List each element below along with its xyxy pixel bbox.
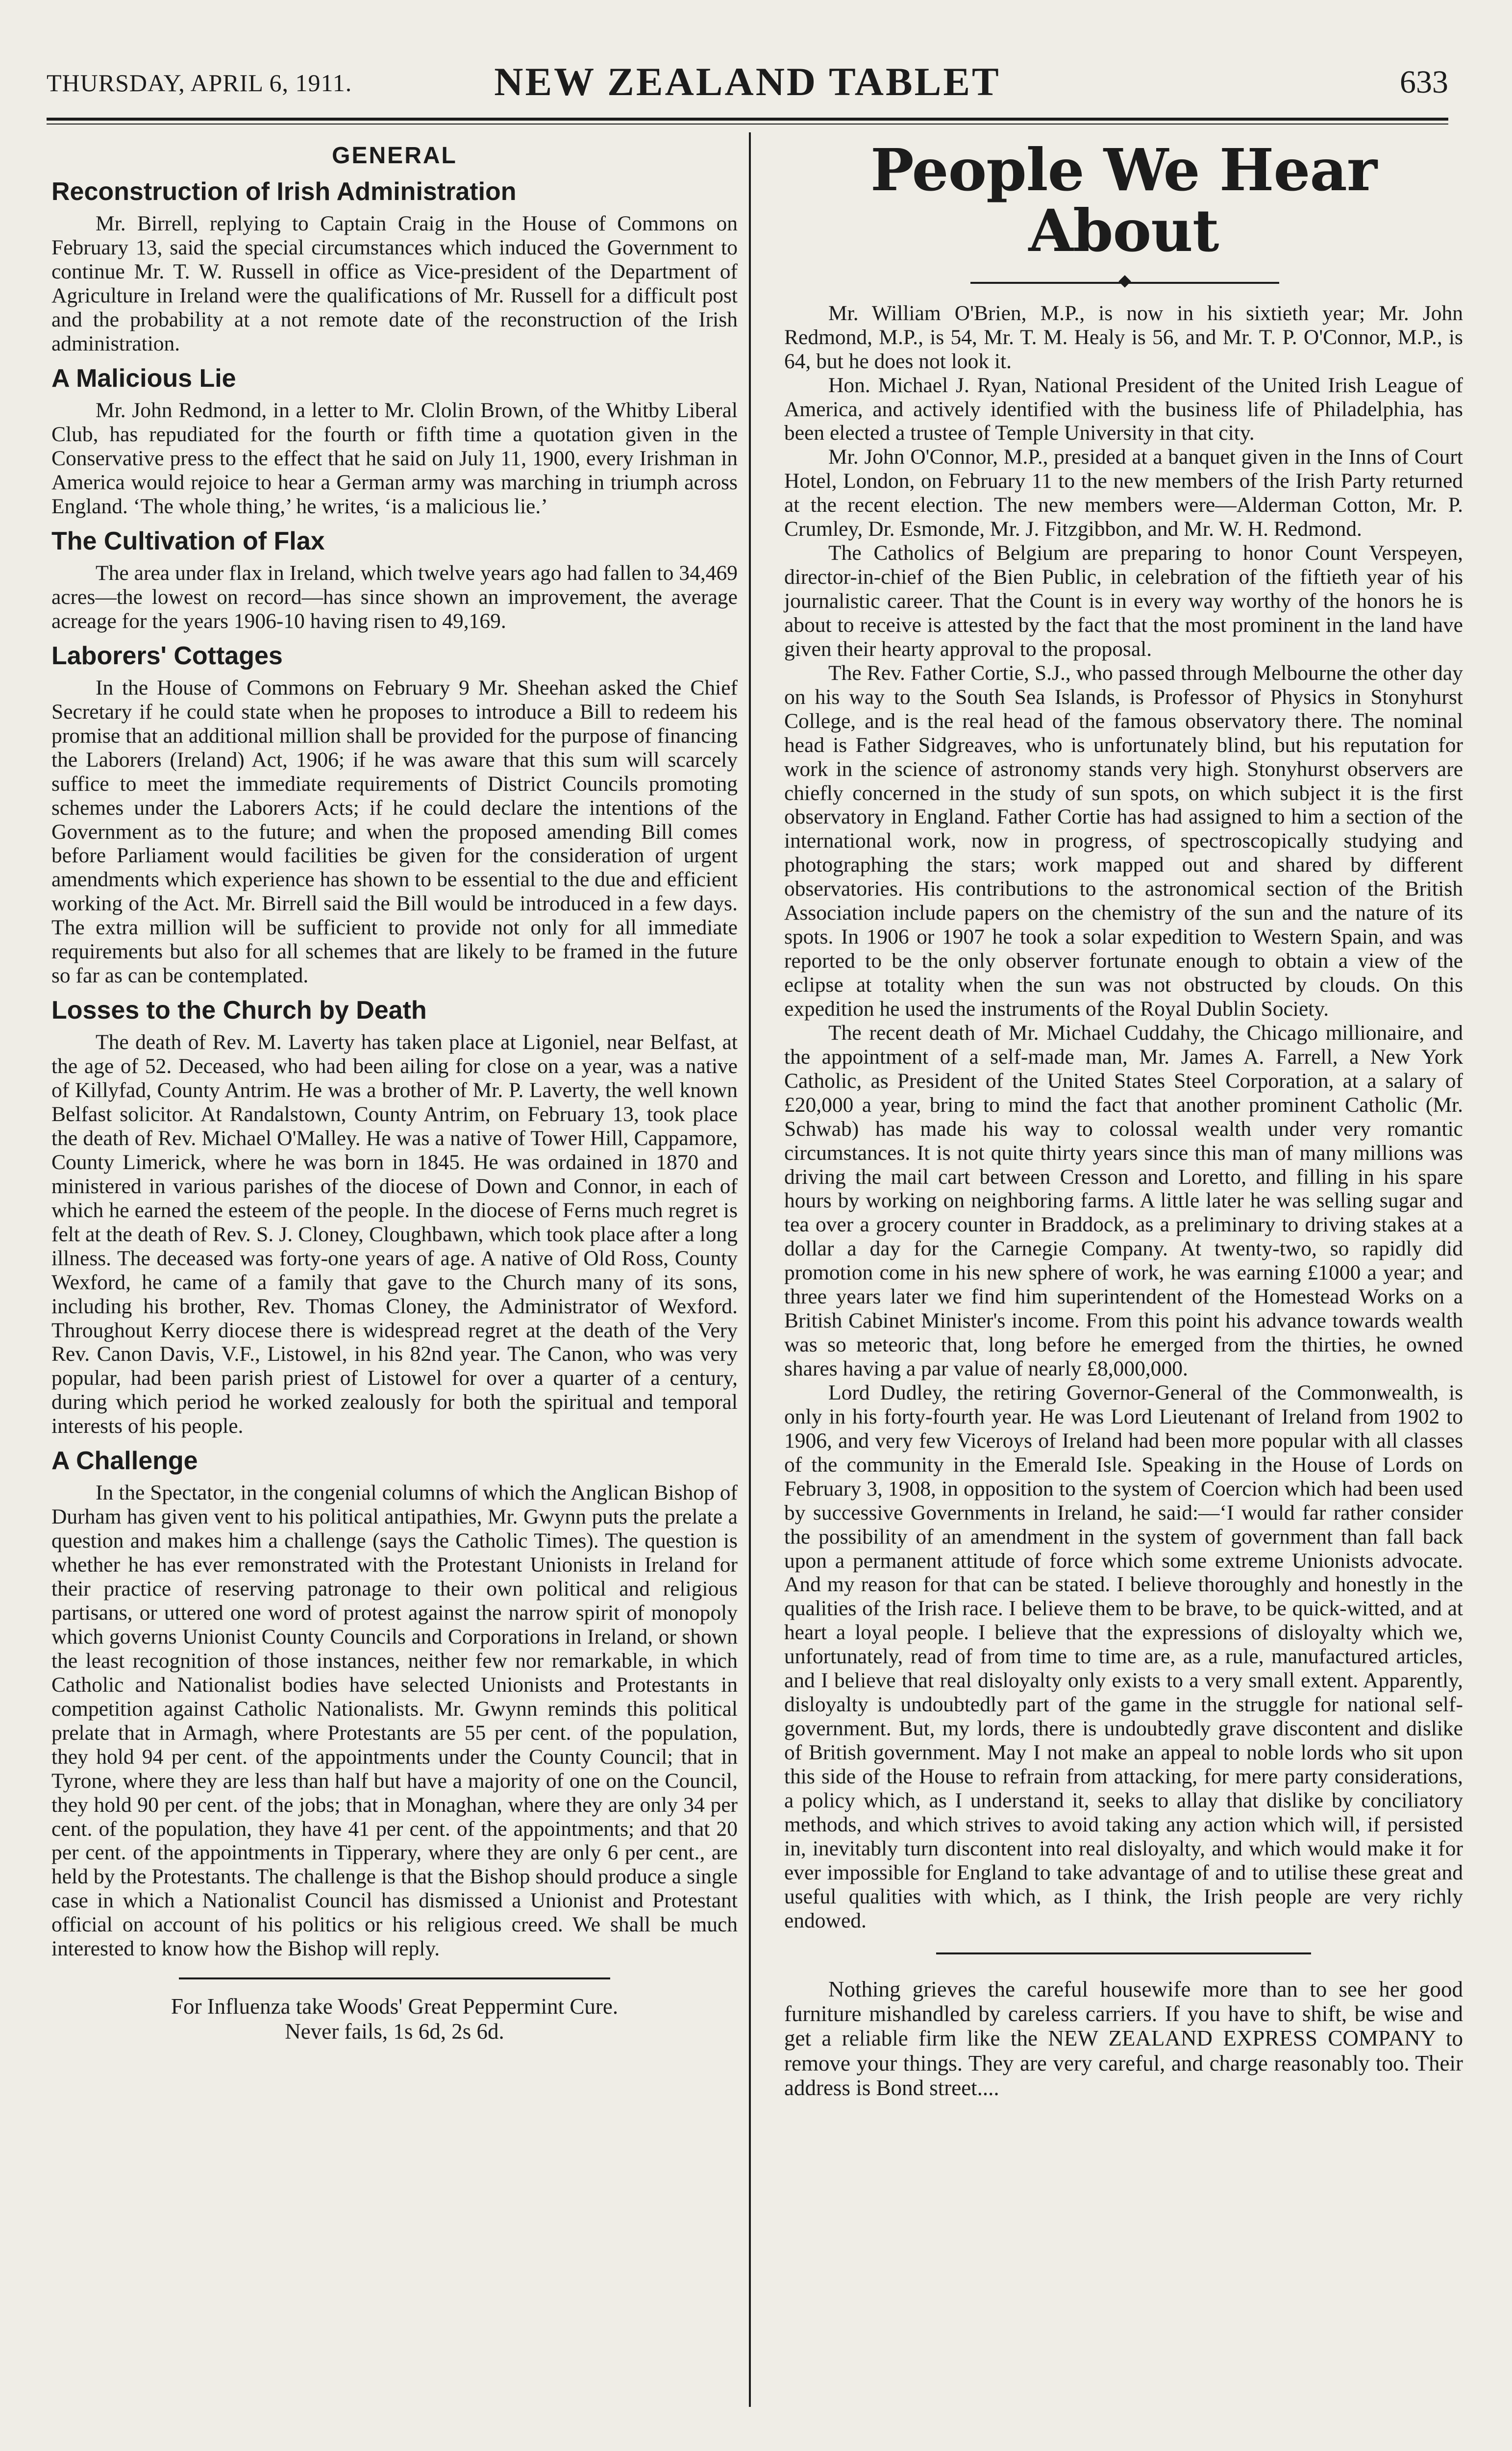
masthead-title: NEW ZEALAND TABLET [494,59,1001,104]
article-heading: Reconstruction of Irish Administration [51,177,517,206]
article-paragraph: The area under flax in Ireland, which twelve years ago had fallen to 34,469 acres—the lowest on record—has since shown an improvement, the average acreage for the years 1906-10 having risen to 49,169. [51,561,738,633]
advert-line: Never fails, 1s 6d, 2s 6d. [285,2019,504,2044]
right-column [784,136,1463,2101]
left-column [51,140,738,2044]
feature-paragraph: Mr. William O'Brien, M.P., is now in his sixtieth year; Mr. John Redmond, M.P., is 54, Mr. T. M. Healy is 56, and Mr. T. P. O'Connor, M.P., is 64, but he does not look it. [784,301,1463,373]
section-divider [179,1977,610,1979]
section-label: GENERAL [332,143,457,169]
article-paragraph: In the Spectator, in the congenial columns of which the Anglican Bishop of Durham has given vent to his political antipathies, Mr. Gwynn puts the prelate a question and makes him a challenge (says the Catholic Times). The question is whether he has ever remonstrated with the Protestant Unionists in Ireland for their practice of reserving patronage to their own political and religious partisans, or uttered one word of protest against the narrow spirit of monopoly which governs Unionist County Councils and Corporations in Ireland, or shown the least recognition of those instances, neither few nor remarkable, in which Catholic and Nationalist bodies have selected Unionists and Protestants in competition against Catholic Nationalists. Mr. Gwynn reminds this political prelate that in Armagh, where Protestants are 55 per cent. of the population, they hold 94 per cent. of the appointments under the County Council; that in Tyrone, where they are less than half but have a majority of one on the Council, they hold 90 per cent. of the jobs; that in Monaghan, where they are only 34 per cent. of the population, they have 41 per cent. of the appointments; and that 20 per cent. of the appointments in Tipperary, where they are only 6 per cent., are held by the Protestants. The challenge is that the Bishop should produce a single case in which a Nationalist Council has dismissed a Unionist and Protestant official on account of his politics or his religious creed. We shall be much interested to know how the Bishop will reply. [51,1481,738,1961]
header-rule [47,118,1448,121]
column-divider [749,132,751,2407]
diamond-icon [1118,275,1131,287]
advert-express-company: Nothing grieves the careful housewife more than to see her good furniture mishandled by careless carriers. If you have to shift, be wise and get a reliable firm like the NEW ZEALAND EXPRESS COMPANY to remove your things. They are very careful, and charge reasonably too. Their address is Bond street.... [784,1976,1463,2101]
feature-title: People We Hear About [870,136,1377,265]
article-paragraph: The death of Rev. M. Laverty has taken place at Ligoniel, near Belfast, at the age of 52. Deceased, who had been ailing for close on a year, was a native of Killyfad, County Antrim. He was a brother of Mr. P. Laverty, the well known Belfast solicitor. At Randalstown, County Antrim, on February 13, took place the death of Rev. Michael O'Malley. He was a native of Tower Hill, Cappamore, County Limerick, where he was born in 1845. He was ordained in 1870 and ministered in various parishes of the diocese of Down and Connor, in each of which he earned the esteem of the people. In the diocese of Ferns much regret is felt at the death of Rev. S. J. Cloney, Cloughbawn, which took place after a long illness. The deceased was forty-one years of age. A native of Old Ross, County Wexford, he came of a family that gave to the Church many of its sons, including his brother, Rev. Thomas Cloney, the Administrator of Wexford. Throughout Kerry diocese there is widespread regret at the death of the Very Rev. Canon Davis, V.F., Listowel, in his 82nd year. The Canon, who was very popular, had been parish priest of Listowel for over a quarter of a century, during which period he worked zealously for both the spiritual and temporal interests of his people. [51,1030,738,1438]
section-divider [936,1952,1311,1954]
advert-line: For Influenza take Woods' Great Peppermint Cure. [171,1994,619,2019]
advert-peppermint [51,1994,738,2044]
article-heading: A Challenge [51,1447,198,1476]
feature-paragraph: The Catholics of Belgium are preparing to honor Count Verspeyen, director-in-chief of the Bien Public, in celebration of the fiftieth year of his journalistic career. That the Count is in every way worthy of the honors he is about to receive is attested by the fact that the most prominent in the land have given their hearty approval to the proposal. [784,541,1463,661]
feature-paragraph: Lord Dudley, the retiring Governor-General of the Commonwealth, is only in his forty-fourth year. He was Lord Lieutenant of Ireland from 1902 to 1906, and very few Viceroys of Ireland had been more popular with all classes of the community in the Emerald Isle. Speaking in the House of Lords on February 3, 1908, in opposition to the system of Coercion which had been used by successive Governments in Ireland, he said:—‘I would far rather consider the possibility of an amendment in the system of government than fall back upon a permanent attitude of force which some extreme Unionists advocate. And my reason for that can be stated. I believe thoroughly and honestly in the qualities of the Irish race. I believe them to be brave, to be quick-witted, and at heart a loyal people. I believe that the expressions of disloyalty which we, unfortunately, read of from time to time are, as a rule, manufactured articles, and I believe that real disloyalty only exists to a very small extent. Apparently, disloyalty is undoubtedly part of the game in the struggle for national self-government. But, my lords, there is undoubtedly grave discontent and dislike of British government. May I not make an appeal to noble lords who sit upon this side of the House to refrain from attacking, for mere party considerations, a policy which, as I understand it, seeks to allay that dislike by conciliatory methods, and which strives to avoid taking any action which will, if persisted in, inevitably turn discontent into real disloyalty, and which would make it for ever impossible for England to take advantage of and to utilise these great and useful qualities with which, as I think, the Irish people are very richly endowed. [784,1380,1463,1932]
header-rule-thin [47,124,1448,125]
article-heading: The Cultivation of Flax [51,526,325,555]
article-heading: Laborers' Cottages [51,641,283,670]
feature-paragraph: Hon. Michael J. Ryan, National President of the United Irish League of America, and actively identified with the business life of Philadelphia, has been elected a trustee of Temple University in that city. [784,373,1463,445]
feature-paragraph: The recent death of Mr. Michael Cuddahy, the Chicago millionaire, and the appointment of a self-made man, Mr. James A. Farrell, a New York Catholic, as President of the United States Steel Corporation, at a salary of £20,000 a year, bring to mind the fact that another prominent Catholic (Mr. Schwab) has made his way to colossal wealth under very romantic circumstances. It is not quite thirty years since this man of many millions was driving the mail cart between Cresson and Loretto, and filling in his spare hours by working on neighboring farms. A little later he was selling sugar and tea over a grocery counter in Braddock, as a preliminary to driving stakes at a dollar a day for the Carnegie Company. At twenty-two, so rapidly did promotion come in his new sphere of work, he was earning £1000 a year; and three years later we find him superintendent of the Homestead Works on a British Cabinet Minister's income. From this point his advance towards wealth was so meteoric that, long before he emerged from the thirties, he owned shares having a par value of nearly £8,000,000. [784,1021,1463,1381]
page-header [47,59,1448,113]
title-ornament [784,268,1463,298]
article-paragraph: Mr. Birrell, replying to Captain Craig in the House of Commons on February 13, said the special circumstances which induced the Government to continue Mr. T. W. Russell in office as Vice-president of the Department of Agriculture in Ireland were the qualifications of Mr. Russell for a difficult post and the probability at a not remote date of the reconstruction of the Irish administration. [51,212,738,355]
article-paragraph: Mr. John Redmond, in a letter to Mr. Clolin Brown, of the Whitby Liberal Club, has repudiated for the fourth or fifth time a quotation given in the Conservative press to the effect that he said on July 11, 1900, every Irishman in America would rejoice to hear a German army was marching in triumph across England. ‘The whole thing,’ he writes, ‘is a malicious lie.’ [51,399,738,518]
article-heading: Losses to the Church by Death [51,996,427,1025]
feature-paragraph: The Rev. Father Cortie, S.J., who passed through Melbourne the other day on his way to the South Sea Islands, is Professor of Physics in Stonyhurst College, and is the real head of the famous observatory there. The nominal head is Father Sidgreaves, who is unfortunately blind, but his reputation for work in the science of astronomy stands very high. Stonyhurst observers are chiefly concerned in the study of sun spots, on which subject it is the first observatory in England. Father Cortie has had assigned to him a section of the international work, now in progress, of spectroscopically studying and photographing the stars; work mapped out and shared by different observatories. His contributions to the astronomical section of the British Association include papers on the chemistry of the sun and the nature of its spots. In 1906 or 1907 he took a solar expedition to Western Spain, and was reported to be the only observer fortunate enough to obtain a view of the eclipse at totality when the sun was not obstructed by clouds. On this expedition he used the instruments of the Royal Dublin Society. [784,661,1463,1021]
feature-paragraph: Mr. John O'Connor, M.P., presided at a banquet given in the Inns of Court Hotel, London, on February 11 to the new members of the Irish Party returned at the recent election. The new members were—Alderman Cotton, Mr. P. Crumley, Dr. Esmonde, Mr. J. Fitzgibbon, and Mr. W. H. Redmond. [784,445,1463,541]
article-heading: A Malicious Lie [51,364,236,393]
issue-date: THURSDAY, APRIL 6, 1911. [47,69,352,97]
article-paragraph: In the House of Commons on February 9 Mr. Sheehan asked the Chief Secretary if he could state when he proposes to introduce a Bill to redeem his promise that an additional million shall be provided for the purpose of financing the Laborers (Ireland) Act, 1906; if he was aware that this sum will scarcely suffice to meet the immediate requirements of District Councils promoting schemes under the Laborers Acts; if he could declare the intentions of the Government as to the future; and when the proposed amending Bill comes before Parliament would facilities be given for the consideration of urgent amendments which experience has shown to be essential to the due and efficient working of the Act. Mr. Birrell said the Bill would be introduced in a few days. The extra million will be sufficient to provide not only for all immediate requirements but also for all schemes that are likely to be framed in the future so far as can be contemplated. [51,675,738,988]
page-number: 633 [1400,64,1448,100]
